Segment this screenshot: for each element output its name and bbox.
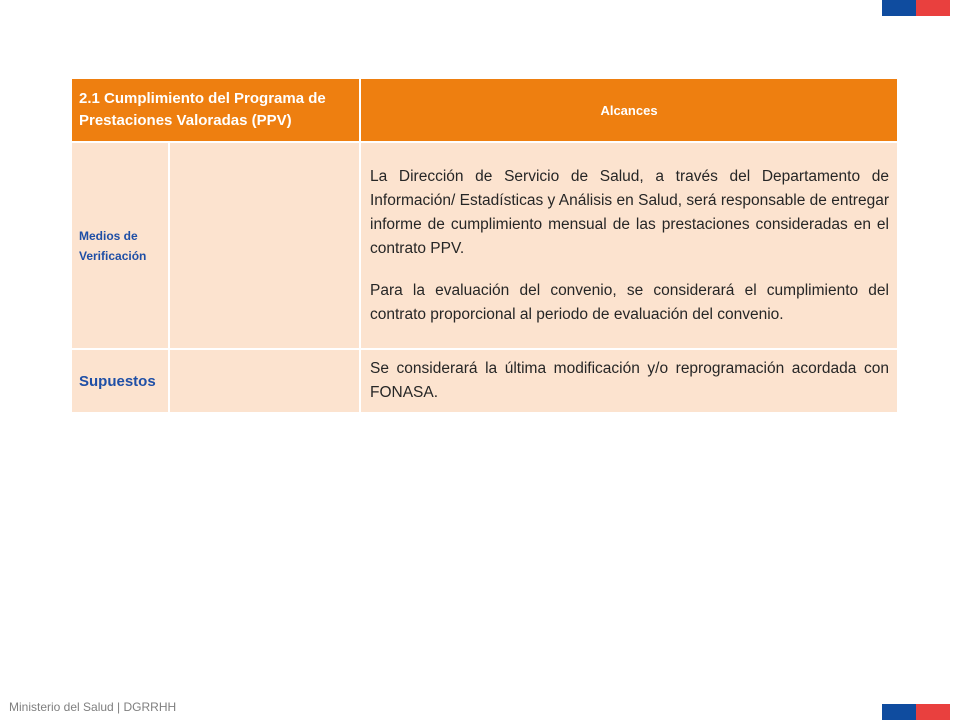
flag-red-block xyxy=(916,0,950,16)
flag-blue-block xyxy=(882,704,916,720)
flag-blue-block xyxy=(882,0,916,16)
section-title: 2.1 Cumplimiento del Programa de Prestaciones Valoradas (PPV) xyxy=(79,90,326,129)
flag-decoration-bottom xyxy=(882,704,950,720)
header-alcances-cell xyxy=(360,78,898,142)
supuestos-content-cell xyxy=(360,349,898,413)
medios-empty-cell xyxy=(169,142,360,349)
medios-paragraph-1: La Dirección de Servicio de Salud, a través del Departamento de Información/ Estadísticas y Análisis en Salud, será responsable de entregar informe de cumplimiento mensual de las prestaciones consideradas en el contrato PPV. xyxy=(370,167,889,257)
footer-text: Ministerio del Salud | DGRRHH xyxy=(9,700,177,714)
medios-label-cell xyxy=(71,142,169,349)
medios-paragraph-2: Para la evaluación del convenio, se considerará el cumplimiento del contrato proporcional al periodo de evaluación del convenio. xyxy=(370,281,889,323)
alcances-heading: Alcances xyxy=(600,102,658,118)
flag-red-block xyxy=(916,704,950,720)
table-row-medios xyxy=(71,142,898,349)
supuestos-text: Se considerará la última modificación y/o reprogramación acordada con FONASA. xyxy=(370,360,889,401)
header-title-cell xyxy=(71,78,360,142)
flag-decoration-top xyxy=(882,0,950,16)
supuestos-empty-cell xyxy=(169,349,360,413)
medios-content-cell xyxy=(360,142,898,349)
supuestos-label: Supuestos xyxy=(79,372,156,390)
table-row-supuestos xyxy=(71,349,898,413)
supuestos-label-cell xyxy=(71,349,169,413)
medios-label: Medios de Verificación xyxy=(79,228,147,263)
ppv-table xyxy=(70,77,899,414)
table-header-row xyxy=(71,78,898,142)
